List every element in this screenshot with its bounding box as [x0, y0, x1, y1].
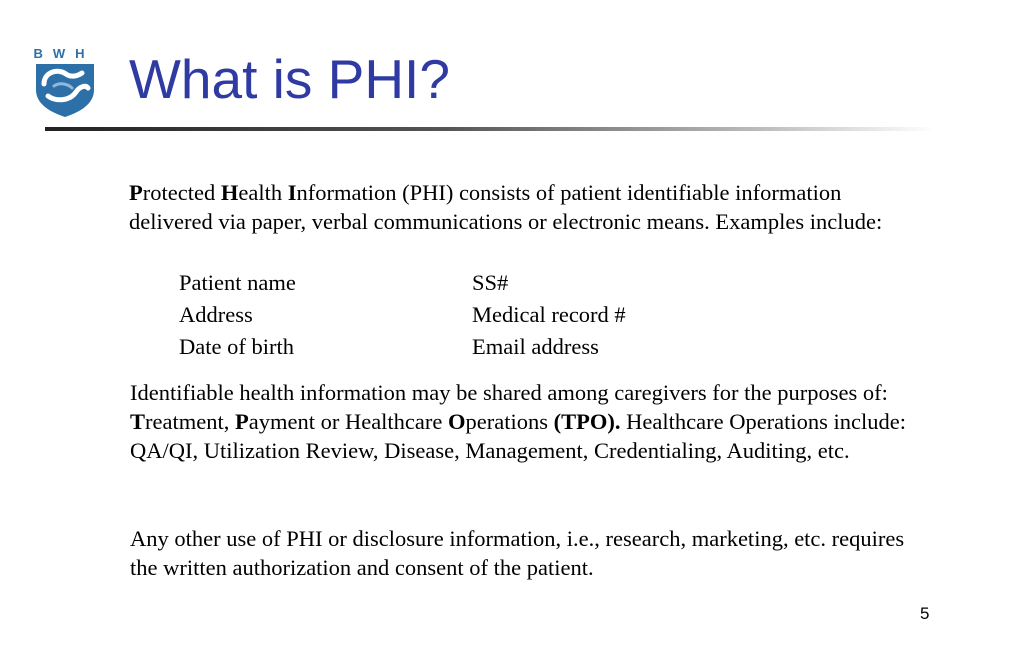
example-row: [179, 299, 626, 331]
example-item: Address: [179, 302, 253, 327]
text-perations: perations: [465, 409, 554, 434]
tpo-acronym: (TPO).: [553, 409, 621, 434]
example-item: SS#: [472, 270, 509, 295]
title-divider: [45, 127, 935, 131]
page-number: 5: [920, 604, 930, 623]
healthcare-operations-list: Healthcare Operations include: QA/QI, Utilization Review, Disease, Management, Credentialing, Auditing, etc.: [130, 409, 907, 463]
slide-title: What is PHI?: [129, 48, 450, 110]
example-item: Email address: [472, 334, 599, 359]
initial-p: P: [129, 180, 143, 205]
initial-p: P: [234, 409, 249, 434]
text-definition-rest: nformation (PHI) consists of patient identifiable information delivered via paper, verbal communications or electronic means. Examples include:: [129, 180, 883, 234]
text-ealth: ealth: [238, 180, 288, 205]
example-row: [179, 331, 599, 363]
authorization-paragraph: Any other use of PHI or disclosure information, i.e., research, marketing, etc. requires the written authorization and consent of the patient.: [130, 526, 905, 580]
example-item: Patient name: [179, 270, 296, 295]
text-reatment: reatment,: [145, 409, 235, 434]
text-ayment: ayment or Healthcare: [248, 409, 449, 434]
initial-o: O: [448, 409, 466, 434]
example-item: Date of birth: [179, 334, 294, 359]
tpo-paragraph: [130, 378, 930, 465]
phi-definition-paragraph: [129, 178, 909, 236]
initial-h: H: [220, 180, 239, 205]
initial-i: I: [287, 180, 297, 205]
logo-wordmark: BWH: [33, 46, 95, 61]
text-rotected: rotected: [142, 180, 221, 205]
initial-t: T: [130, 409, 146, 434]
tpo-lead: Identifiable health information may be shared among caregivers for the purposes of:: [130, 380, 888, 405]
example-row: [179, 267, 509, 299]
example-item: Medical record #: [472, 302, 626, 327]
